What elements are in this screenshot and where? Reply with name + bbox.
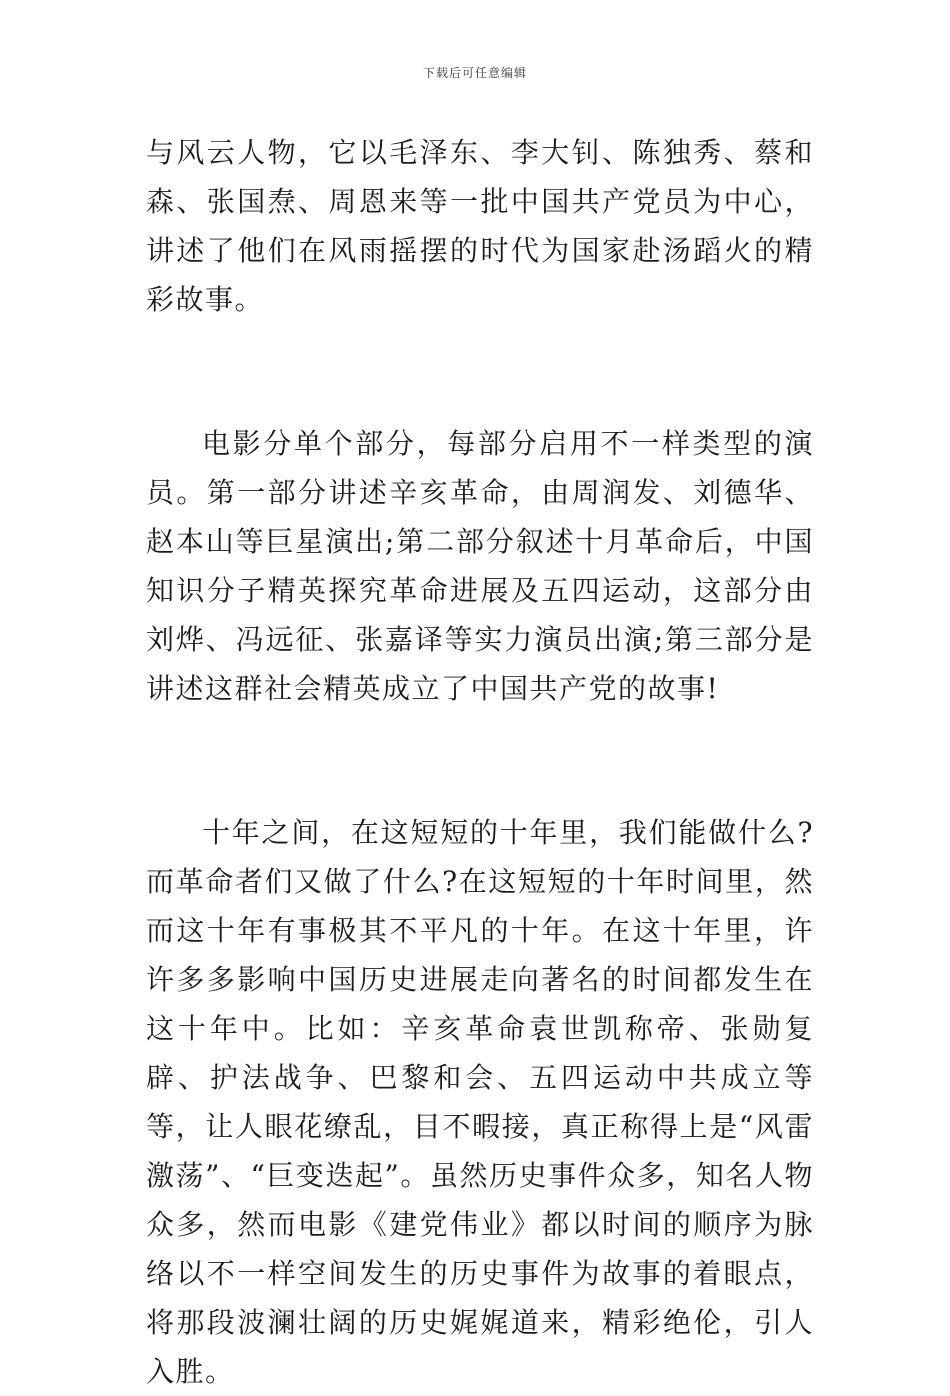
document-body [146,128,814,1396]
paragraph-2: 电影分单个部分，每部分启用不一样类型的演员。第一部分讲述辛亥革命，由周润发、刘德华、赵本山等巨星演出;第二部分叙述十月革命后，中国知识分子精英探究革命进展及五四运动，这部分由刘烨、冯远征、张嘉译等实力演员出演;第三部分是讲述这群社会精英成立了中国共产党的故事! [146,427,814,705]
paragraph-3: 十年之间，在这短短的十年里，我们能做什么?而革命者们又做了什么?在这短短的十年时间里，然而这十年有事极其不平凡的十年。在这十年里，许许多多影响中国历史进展走向著名的时间都发生在这十年中。比如：辛亥革命袁世凯称帝、张勋复辟、护法战争、巴黎和会、五四运动中共成立等等，让人眼花缭乱，目不暇接，真正称得上是“风雷激荡”、“巨变迭起”。虽然历史事件众多，知名人物众多，然而电影《建党伟业》都以时间的顺序为脉络以不一样空间发生的历史事件为故事的着眼点，将那段波澜壮阔的历史娓娓道来，精彩绝伦，引人入胜。 [146,816,814,1388]
paragraph-1: 与风云人物，它以毛泽东、李大钊、陈独秀、蔡和森、张国焘、周恩来等一批中国共产党员为中心，讲述了他们在风雨摇摆的时代为国家赴汤蹈火的精彩故事。 [146,136,814,316]
header-note: 下载后可任意编辑 [422,66,527,80]
